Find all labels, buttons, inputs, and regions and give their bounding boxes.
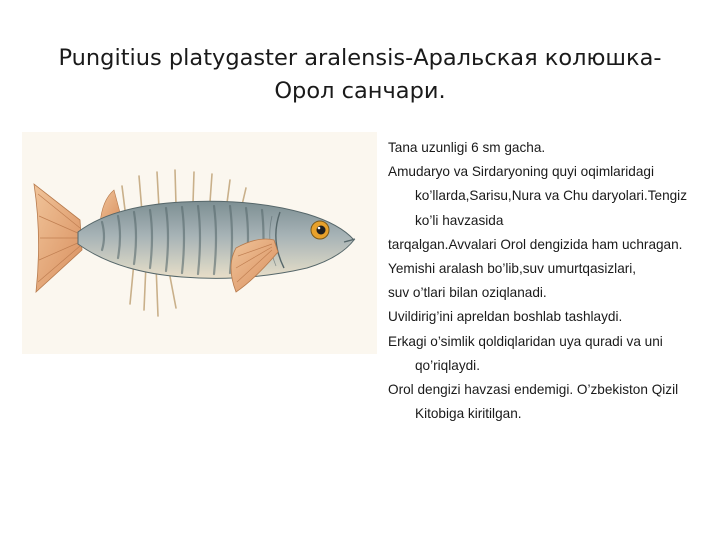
fish-icon [22, 132, 377, 354]
paragraph: Amudaryo va Sirdaryoning quyi oqimlaridagi ko’llarda,Sarisu,Nura va Chu daryolari.Tengiz ko’li havzasida [388, 164, 688, 228]
slide-title-line-1: Pungitius platygaster aralensis-Аральская колюшка- [58, 45, 662, 71]
paragraph: Yemishi aralash bo’lib,suv umurtqasizlari, [388, 261, 637, 277]
paragraph: Orol dengizi havzasi endemigi. O’zbekiston Qizil Kitobiga kiritilgan. [388, 382, 679, 422]
slide-title [30, 42, 690, 108]
paragraph: Erkagi o’simlik qoldiqlaridan uya quradi va uni qo’riqlaydi. [388, 333, 663, 373]
paragraph: suv o’tlari bilan oziqlanadi. [388, 285, 547, 301]
paragraph: tarqalgan.Avvalari Orol dengizida ham uchragan. [388, 236, 683, 252]
description-text [388, 136, 703, 426]
paragraph: Uvildirig’ini apreldan boshlab tashlaydi. [388, 309, 623, 325]
slide-title-line-2: Орол санчари. [274, 78, 446, 104]
fish-illustration [22, 132, 377, 354]
paragraph: Tana uzunligi 6 sm gacha. [388, 140, 546, 155]
